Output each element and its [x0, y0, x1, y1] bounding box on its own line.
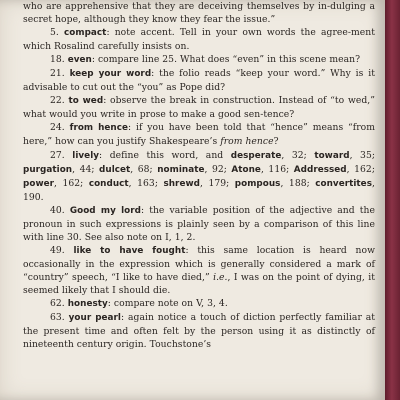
note-text: 21. [50, 68, 70, 80]
note-term: your pearl [68, 313, 121, 324]
note-text: , 188; [280, 177, 316, 189]
note-paragraph [23, 0, 375, 26]
note-term: like to have fought [73, 245, 186, 256]
note-term: conduct [88, 178, 129, 189]
note-term: purgation [23, 164, 73, 175]
italic-text: from hence [220, 136, 274, 148]
note-text: , 162; [54, 177, 89, 189]
note-text: : compare note on V, 3, 4. [107, 298, 228, 310]
note-term: lively [72, 150, 100, 161]
note-text: : again notice a touch of diction perfectly familiar at the present time and often felt by the person using it as distinctly of nineteenth century origin. Touchstone’s [23, 312, 375, 351]
note-text: 27. [50, 149, 73, 161]
note-paragraph [23, 26, 375, 53]
note-term: even [67, 55, 92, 66]
note-paragraph [23, 121, 375, 148]
note-term: Addressed [293, 164, 347, 175]
note-term: convertites [315, 178, 372, 189]
note-term: Good my lord [69, 205, 141, 216]
page-text [23, 0, 375, 351]
note-text: 49. [50, 244, 74, 256]
note-text: , 44; [72, 163, 100, 175]
note-text: : the variable position of the adjective and the pronoun in such expressions is plainly seen by a comparison of this line with line 30. See also note on I, 1, 2. [23, 204, 375, 243]
note-paragraph [23, 204, 375, 244]
note-paragraph [23, 297, 375, 311]
note-text: : if you have been told that “hence” means “from here,” how can you justify Shakespeare’s [23, 122, 375, 148]
note-paragraph [23, 94, 375, 121]
note-term: nominate [157, 164, 205, 175]
note-term: Atone [231, 164, 261, 175]
note-text: , 179; [199, 177, 235, 189]
note-text: 62. [50, 298, 68, 310]
note-text: , 163; [128, 177, 164, 189]
note-text: 63. [50, 312, 69, 324]
note-text: who are apprehensive that they are deceiving themselves by in-dulging a secret hope, although they know they fear the issue.” [23, 1, 375, 26]
note-text: : note accent. Tell in your own words the agree-ment which Rosalind carefully insists on. [23, 27, 375, 53]
note-text: , 35; [349, 149, 375, 161]
note-term: keep your word [69, 69, 152, 80]
note-text: , I was on the point of dying, it seemed likely that I should die. [23, 271, 375, 296]
note-text: : compare line 25. What does “even” in this scene mean? [91, 54, 361, 66]
book-cover-edge [385, 0, 400, 400]
note-text: 5. [50, 27, 64, 39]
note-term: from hence [69, 123, 129, 134]
note-text: , 92; [204, 163, 232, 175]
note-text: 24. [50, 122, 70, 134]
note-text: 18. [50, 54, 68, 66]
note-paragraph [23, 244, 375, 297]
note-paragraph [23, 149, 375, 204]
note-text: , 116; [260, 163, 294, 175]
note-term: dulcet [99, 164, 131, 175]
note-term: power [23, 178, 55, 189]
note-paragraph [23, 53, 375, 67]
note-text: 22. [50, 95, 69, 107]
note-text: , 32; [281, 149, 315, 161]
note-paragraph [23, 311, 375, 351]
note-paragraph [23, 67, 375, 94]
note-text: : the folio reads “keep your word.” Why is it advisable to cut out the “you” as Pope did? [23, 68, 375, 94]
note-term: pompous [234, 178, 281, 189]
note-text: : this same location is heard now occasionally in the expression which is generally considered a mark of “country” speech, “I like to have died,” [23, 244, 375, 283]
note-text: : define this word, and [99, 149, 231, 161]
note-text: : observe the break in construction. Instead of “to wed,” what would you write in prose to make a good sen-tence? [23, 95, 375, 121]
note-term: shrewd [163, 178, 200, 189]
note-term: desperate [230, 150, 282, 161]
note-text: ? [273, 136, 279, 148]
note-term: toward [314, 150, 350, 161]
note-term: compact [64, 28, 107, 39]
note-text: , 190. [23, 177, 375, 203]
note-text: , 68; [130, 163, 158, 175]
italic-text: i.e. [213, 271, 228, 283]
note-term: to wed [68, 96, 104, 107]
note-text: 40. [50, 204, 70, 216]
note-text: , 162; [346, 163, 375, 175]
note-term: honesty [67, 299, 108, 310]
